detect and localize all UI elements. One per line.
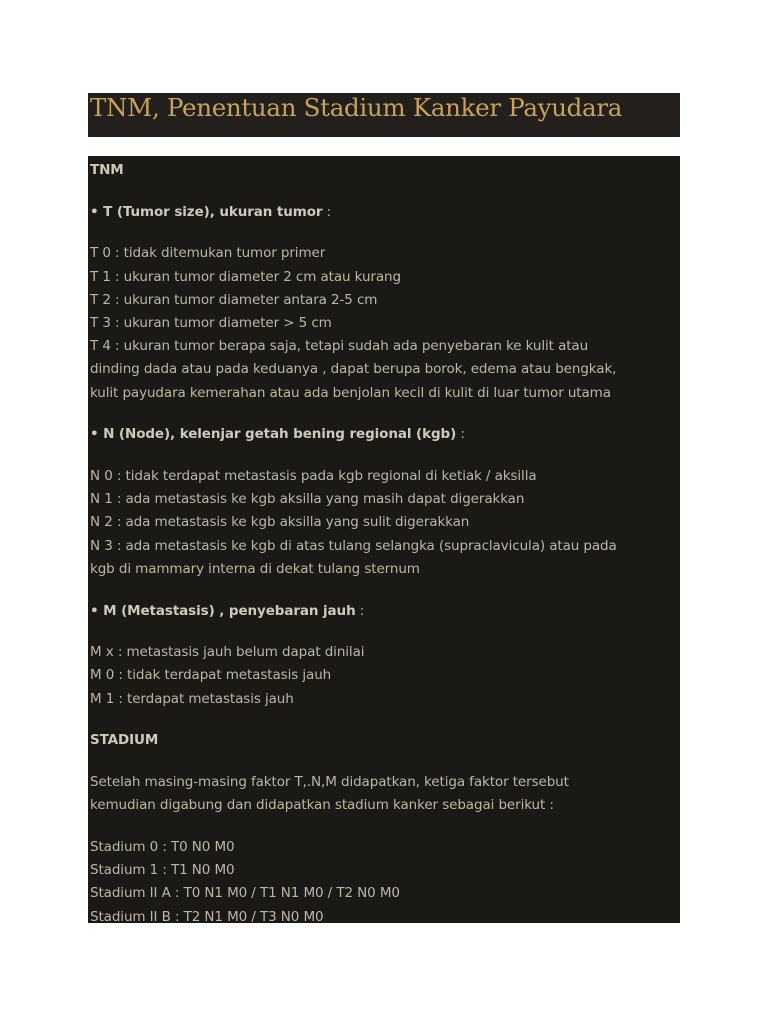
tnm-heading-text: TNM: [90, 162, 124, 178]
m-section-heading: [90, 600, 678, 623]
t-item: T 2 : ukuran tumor diameter antara 2-5 cm: [90, 291, 378, 308]
m-section-list: [90, 641, 678, 711]
page-title: TNM, Penentuan Stadium Kanker Payudara: [90, 93, 623, 122]
n-section-label: • N (Node), kelenjar getah bening regional (kgb): [90, 426, 457, 443]
n-section-heading: [90, 423, 678, 446]
t-section-label: • T (Tumor size), ukuran tumor: [90, 203, 323, 220]
m-item: M 0 : tidak terdapat metastasis jauh: [90, 667, 332, 684]
m-section-label: • M (Metastasis) , penyebaran jauh: [90, 602, 356, 619]
t4-line: dinding dada atau pada keduanya , dapat berupa borok, edema atau bengkak,: [90, 361, 617, 378]
stadium-item: Stadium 0 : T0 N0 M0: [90, 838, 235, 855]
article-body: [88, 156, 680, 923]
n-item: N 0 : tidak terdapat metastasis pada kgb regional di ketiak / aksilla: [90, 468, 537, 485]
n-item: N 2 : ada metastasis ke kgb aksilla yang sulit digerakkan: [90, 514, 470, 531]
t-section-colon: :: [322, 203, 332, 220]
t4-line: T 4 : ukuran tumor berapa saja, tetapi sudah ada penyebaran ke kulit atau: [90, 338, 589, 355]
stadium-intro: [90, 771, 678, 817]
m-item: M x : metastasis jauh belum dapat dinilai: [90, 644, 365, 661]
stadium-item: Stadium 1 : T1 N0 M0: [90, 862, 235, 879]
n-section-list: [90, 465, 678, 581]
t-item: T 3 : ukuran tumor diameter > 5 cm: [90, 315, 332, 332]
t-item: T 1 : ukuran tumor diameter 2 cm atau kurang: [90, 268, 401, 285]
tnm-heading: [90, 159, 678, 182]
stadium-item: Stadium II B : T2 N1 M0 / T3 N0 M0: [90, 908, 324, 923]
t-item: T 0 : tidak ditemukan tumor primer: [90, 245, 326, 262]
n-item: N 1 : ada metastasis ke kgb aksilla yang masih dapat digerakkan: [90, 491, 525, 508]
stadium-heading-text: STADIUM: [90, 732, 159, 749]
stadium-intro-line: Setelah masing-masing faktor T,.N,M didapatkan, ketiga faktor tersebut: [90, 774, 569, 791]
t4-line: kulit payudara kemerahan atau ada benjolan kecil di kulit di luar tumor utama: [90, 384, 611, 401]
n-section-colon: :: [456, 426, 465, 443]
stadium-list: [90, 836, 678, 923]
t-section-list: [90, 242, 678, 404]
n3-line: N 3 : ada metastasis ke kgb di atas tulang selangka (supraclavicula) atau pada: [90, 537, 617, 554]
stadium-heading: [90, 729, 678, 752]
m-item: M 1 : terdapat metastasis jauh: [90, 690, 294, 707]
n3-line: kgb di mammary interna di dekat tulang sternum: [90, 560, 420, 577]
stadium-item: Stadium II A : T0 N1 M0 / T1 N1 M0 / T2 N0 M0: [90, 885, 400, 902]
t-section-heading: [90, 201, 678, 224]
title-bar: [88, 93, 680, 137]
stadium-intro-line: kemudian digabung dan didapatkan stadium kanker sebagai berikut :: [90, 797, 554, 814]
m-section-colon: :: [355, 602, 365, 619]
